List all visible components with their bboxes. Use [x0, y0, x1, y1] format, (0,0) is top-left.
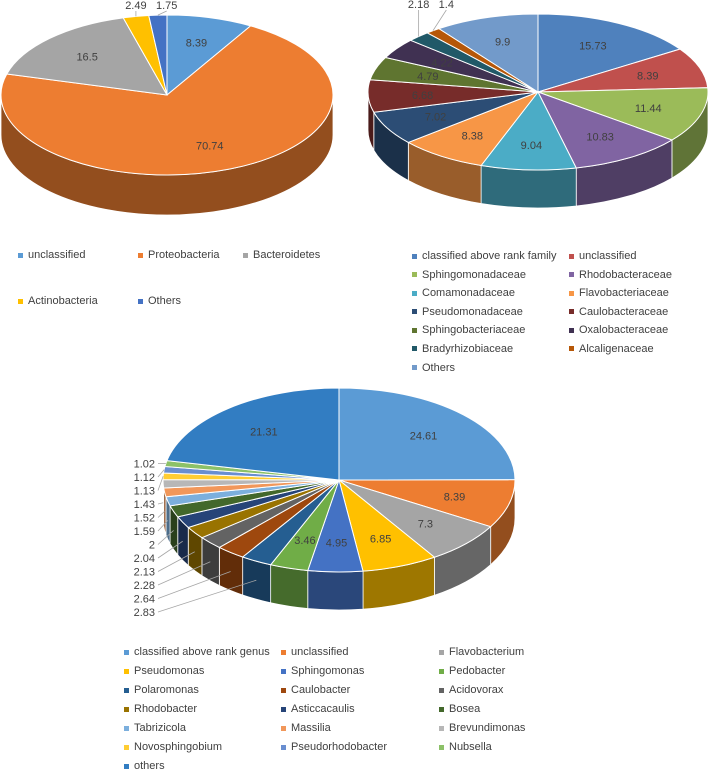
- data-label: 2.13: [133, 566, 155, 579]
- legend-marker: [439, 669, 444, 674]
- legend-item: [281, 643, 439, 661]
- data-label: 2.64: [133, 593, 155, 606]
- legend-item: [439, 643, 559, 661]
- legend-marker: [412, 328, 417, 333]
- legend-label: Flavobacterium: [449, 646, 525, 658]
- legend-item: [412, 284, 569, 302]
- data-label: 1.12: [133, 471, 155, 484]
- legend-item: [412, 359, 569, 377]
- legend-label: Caulobacteraceae: [579, 305, 669, 318]
- legend-label: Nubsella: [449, 741, 492, 753]
- legend-item: [439, 738, 559, 756]
- legend-label: Rhodobacter: [134, 703, 197, 715]
- data-label: 11.44: [634, 102, 662, 115]
- data-label: 8.39: [185, 37, 208, 50]
- legend-item: [281, 662, 439, 680]
- data-label: 1.4: [438, 0, 454, 11]
- data-label: 1.59: [133, 525, 155, 538]
- legend-label: Pseudomonas: [134, 665, 205, 677]
- legend-item: [18, 246, 138, 264]
- legend-label: classified above rank genus: [134, 646, 270, 658]
- data-label: 4.95: [325, 537, 348, 550]
- legend-marker: [439, 726, 444, 731]
- legend-item: [138, 292, 243, 310]
- legend-item: [412, 340, 569, 358]
- legend-label: Brevundimonas: [449, 722, 526, 734]
- legend-label: Pedobacter: [449, 665, 506, 677]
- data-label: 2.49: [125, 0, 147, 12]
- legend-item: [281, 681, 439, 699]
- data-label: 3.46: [294, 534, 316, 547]
- legend-item: [281, 719, 439, 737]
- legend-item: [243, 246, 353, 264]
- pie-chart-0: [1, 0, 333, 215]
- legend-label: unclassified: [28, 249, 86, 261]
- data-label: 2.18: [407, 0, 430, 11]
- legend-marker: [569, 309, 574, 314]
- legend-marker: [243, 253, 248, 258]
- data-label: 10.83: [586, 131, 614, 144]
- legend-item: [281, 700, 439, 718]
- legend-marker: [124, 726, 129, 731]
- legend-marker: [412, 365, 417, 370]
- data-label: 1.52: [133, 512, 155, 525]
- legend-item: [439, 681, 559, 699]
- legend-label: Sphingobacteriaceae: [422, 324, 526, 337]
- legend-marker: [569, 272, 574, 277]
- legend-item: [124, 719, 281, 737]
- legend-marker: [18, 299, 23, 304]
- legend-label: others: [134, 760, 165, 772]
- legend-marker: [439, 707, 444, 712]
- data-label: 2.04: [133, 552, 155, 565]
- data-label: 8.38: [461, 130, 484, 143]
- legend-label: Acidovorax: [449, 684, 504, 696]
- legend-item: [412, 247, 569, 265]
- pie-chart-2: [134, 388, 515, 619]
- legend-label: unclassified: [579, 250, 637, 262]
- data-label: 24.61: [409, 430, 438, 443]
- data-label: 70.74: [195, 140, 224, 153]
- legend-marker: [569, 254, 574, 259]
- legend-label: Alcaligenaceae: [579, 342, 654, 355]
- pie-tops: [1, 15, 333, 175]
- legend-item: [412, 321, 569, 339]
- legend-marker: [439, 650, 444, 655]
- data-label: 4.22: [431, 57, 453, 70]
- legend-label: Actinobacteria: [28, 295, 98, 307]
- legend-label: Caulobacter: [291, 684, 351, 696]
- legend-item: [124, 757, 281, 775]
- legend-item: [569, 303, 708, 321]
- legend-label: Novosphingobium: [134, 741, 223, 753]
- legend-label: unclassified: [291, 646, 349, 658]
- legend-marker: [439, 745, 444, 750]
- legend-label: Pseudomonadaceae: [422, 305, 523, 318]
- legend-label: Flavobacteriaceae: [579, 287, 669, 300]
- legend-label: Sphingomonas: [291, 665, 365, 677]
- leader-line: [158, 503, 163, 504]
- data-label: 1.02: [133, 458, 155, 471]
- legend-marker: [569, 346, 574, 351]
- leader-line: [158, 476, 163, 490]
- legend-item: [124, 662, 281, 680]
- legend-marker: [281, 745, 286, 750]
- legend-item: [124, 738, 281, 756]
- legend-marker: [18, 253, 23, 258]
- legend-label: Bradyrhizobiaceae: [422, 342, 514, 355]
- legend-marker: [412, 309, 417, 314]
- data-label: 15.73: [579, 40, 607, 53]
- legend-marker: [569, 328, 574, 333]
- data-label: 8.39: [637, 70, 659, 83]
- legend-marker: [412, 291, 417, 296]
- phylum-legend: [18, 246, 353, 310]
- data-label: 7.3: [417, 518, 434, 531]
- data-label: 1.75: [155, 0, 178, 12]
- legend-item: [281, 738, 439, 756]
- legend-item: [412, 303, 569, 321]
- legend-marker: [124, 764, 129, 769]
- legend-marker: [281, 726, 286, 731]
- legend-label: Massilia: [291, 722, 331, 734]
- data-label: 2.83: [133, 606, 155, 619]
- legend-item: [124, 681, 281, 699]
- data-label: 8.39: [443, 491, 466, 504]
- legend-label: Comamonadaceae: [422, 287, 515, 300]
- legend-label: Proteobacteria: [148, 249, 220, 261]
- legend-label: Asticcacaulis: [291, 703, 355, 715]
- legend-label: Oxalobacteraceae: [579, 324, 669, 337]
- genus-legend: [124, 643, 559, 775]
- legend-label: Rhodobacteraceae: [579, 268, 672, 281]
- data-label: 2.28: [133, 579, 155, 592]
- legend-marker: [281, 688, 286, 693]
- pie-chart-1: [368, 0, 708, 208]
- legend-marker: [124, 688, 129, 693]
- legend-label: Bosea: [449, 703, 481, 715]
- legend-marker: [281, 650, 286, 655]
- legend-marker: [412, 254, 417, 259]
- legend-item: [124, 700, 281, 718]
- legend-item: [439, 662, 559, 680]
- pie-slice-side: [308, 571, 363, 610]
- legend-label: Pseudorhodobacter: [291, 741, 388, 753]
- data-label: 1.13: [133, 485, 155, 498]
- family-legend: [412, 247, 708, 377]
- legend-item: [439, 700, 559, 718]
- legend-marker: [124, 650, 129, 655]
- legend-item: [569, 284, 708, 302]
- data-label: 9.04: [520, 139, 543, 152]
- legend-item: [439, 719, 559, 737]
- data-label: 7.02: [424, 111, 447, 124]
- data-label: 6.68: [411, 89, 434, 102]
- legend-marker: [569, 291, 574, 296]
- legend-item: [18, 292, 138, 310]
- legend-item: [569, 340, 708, 358]
- pie-slice-side: [481, 166, 576, 208]
- legend-label: Bacteroidetes: [253, 249, 321, 261]
- data-label: 2: [148, 539, 155, 552]
- data-label: 6.85: [369, 533, 392, 546]
- legend-item: [569, 321, 708, 339]
- legend-marker: [124, 669, 129, 674]
- legend-marker: [124, 707, 129, 712]
- legend-item: [124, 643, 281, 661]
- legend-marker: [124, 745, 129, 750]
- data-label: 9.9: [494, 36, 511, 49]
- legend-item: [412, 266, 569, 284]
- legend-marker: [281, 707, 286, 712]
- legend-label: Others: [148, 295, 182, 307]
- legend-marker: [138, 253, 143, 258]
- legend-label: Tabrizicola: [134, 722, 186, 734]
- pie-slice-side: [271, 565, 308, 609]
- legend-item: [138, 246, 243, 264]
- data-label: 1.43: [133, 498, 155, 511]
- legend-marker: [439, 688, 444, 693]
- legend-marker: [412, 272, 417, 277]
- data-label: 16.5: [76, 51, 98, 64]
- data-label: 21.31: [250, 426, 278, 439]
- legend-label: Polaromonas: [134, 684, 199, 696]
- legend-item: [569, 266, 708, 284]
- legend-marker: [138, 299, 143, 304]
- legend-label: Others: [422, 361, 456, 374]
- legend-label: classified above rank family: [422, 250, 557, 262]
- data-label: 4.79: [417, 70, 439, 83]
- legend-marker: [281, 669, 286, 674]
- legend-marker: [412, 346, 417, 351]
- leader-line: [158, 580, 256, 612]
- legend-label: Sphingomonadaceae: [422, 268, 526, 281]
- legend-item: [569, 247, 708, 265]
